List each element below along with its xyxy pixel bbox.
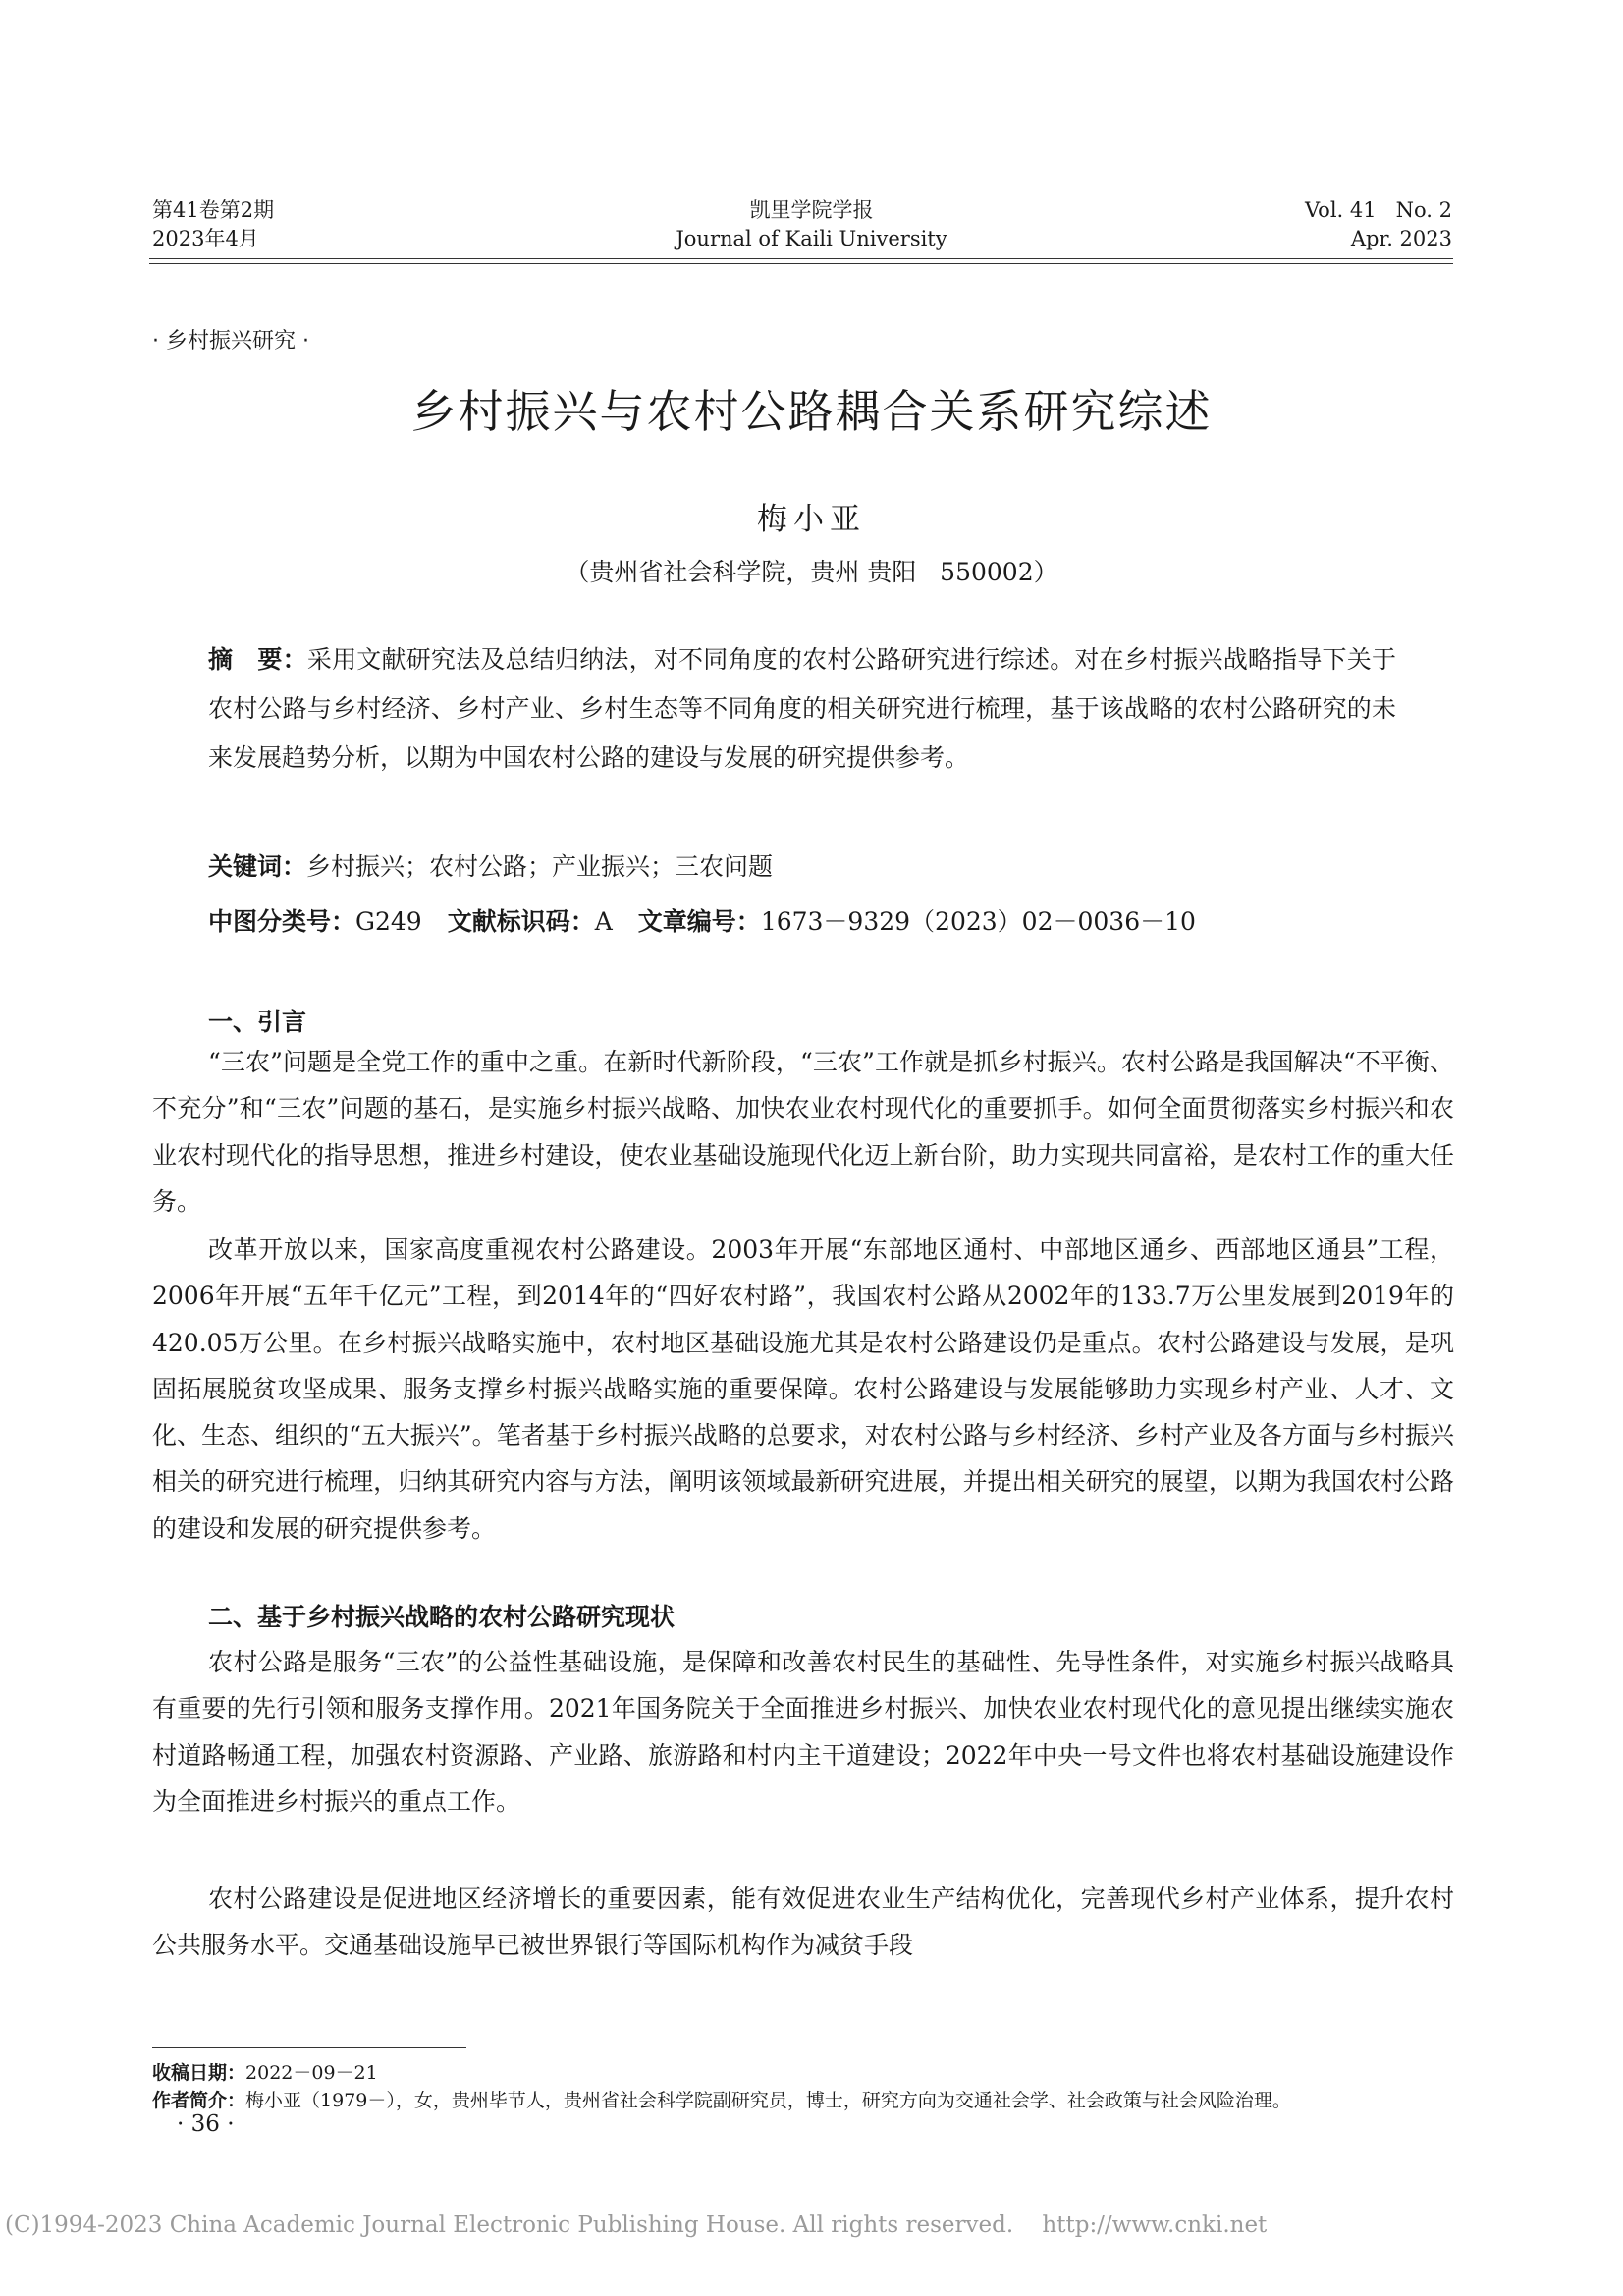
body-paragraph: 农村公路建设是促进地区经济增长的重要因素，能有效促进农业生产结构优化，完善现代乡村产业体系，提升农村公共服务水平。交通基础设施早已被世界银行等国际机构作为减贫手段 [152, 1885, 1454, 1960]
journal-name-en: Journal of Kaili University [676, 227, 947, 250]
section-heading: 一、引言 [208, 1008, 307, 1036]
article-number-label: 文章编号： [637, 907, 761, 936]
author-name: 梅小亚 [757, 502, 866, 537]
received-label: 收稿日期： [152, 2062, 246, 2084]
header-rule-thin [149, 263, 1453, 264]
header-rule [149, 258, 1453, 259]
body-paragraph: 农村公路是服务“三农”的公益性基础设施，是保障和改善农村民生的基础性、先导性条件，对实施乡村振兴战略具有重要的先行引领和服务支撑作用。2021年国务院关于全面推进乡村振兴、加快农业农村现代化的意见提出继续实施农村道路畅通工程，加强农村资源路、产业路、旅游路和村内主干道建设；2022年中央一号文件也将农村基础设施建设作为全面推进乡村振兴的重点工作。 [152, 1648, 1454, 1816]
column-label: · 乡村振兴研究 · [152, 329, 309, 354]
doc-code-label: 文献标识码： [447, 907, 595, 936]
keywords [208, 852, 773, 882]
article-number: 1673－9329（2023）02－0036－10 [760, 907, 1196, 936]
abstract-text: 采用文献研究法及总结归纳法，对不同角度的农村公路研究进行综述。对在乡村振兴战略指导下关于农村公路与乡村经济、乡村产业、乡村生态等不同角度的相关研究进行梳理，基于该战略的农村公路研究的未来发展趋势分析，以期为中国农村公路的建设与发展的研究提供参考。 [208, 645, 1396, 772]
journal-issue-info-en [1305, 196, 1452, 253]
page-number: · 36 · [177, 2111, 235, 2137]
keywords-label: 关键词： [208, 852, 307, 881]
author-bio [152, 2089, 1468, 2112]
keywords-text: 乡村振兴；农村公路；产业振兴；三农问题 [306, 852, 774, 881]
clc-number: G249 [355, 907, 422, 936]
abstract [208, 635, 1396, 783]
volume-issue: 第41卷第2期 [152, 198, 275, 222]
received-value: 2022－09－21 [245, 2062, 378, 2084]
article-title: 乡村振兴与农村公路耦合关系研究综述 [410, 385, 1213, 438]
journal-name-cn: 凯里学院学报 [749, 198, 874, 222]
clc-label: 中图分类号： [208, 907, 356, 936]
footnote-rule [152, 2047, 466, 2048]
author-affiliation: （贵州省社会科学院，贵州 贵阳 550002） [565, 558, 1058, 586]
received-date [152, 2061, 378, 2085]
section-heading: 二、基于乡村振兴战略的农村公路研究现状 [208, 1603, 676, 1631]
volume-issue-en: Vol. 41 No. 2 [1304, 198, 1452, 222]
body-paragraph: 改革开放以来，国家高度重视农村公路建设。2003年开展“东部地区通村、中部地区通乡、西部地区通县”工程，2006年开展“五年千亿元”工程，到2014年的“四好农村路”，我国农村公路从2002年的133.7万公里发展到2019年的420.05万公里。在乡村振兴战略实施中，农村地区基础设施尤其是农村公路建设仍是重点。农村公路建设与发展，是巩固拓展脱贫攻坚成果、服务支撑乡村振兴战略实施的重要保障。农村公路建设与发展能够助力实现乡村产业、人才、文化、生态、组织的“五大振兴”。笔者基于乡村振兴战略的总要求，对农村公路与乡村经济、乡村产业及各方面与乡村振兴相关的研究进行梳理，归纳其研究内容与方法，阐明该领域最新研究进展，并提出相关研究的展望，以期为我国农村公路的建设和发展的研究提供参考。 [152, 1235, 1454, 1543]
doc-code: A [594, 907, 613, 936]
author-bio-text: 梅小亚（1979－），女，贵州毕节人，贵州省社会科学院副研究员，博士，研究方向为交通社会学、社会政策与社会风险治理。 [245, 2090, 1291, 2111]
abstract-label: 摘 要： [208, 645, 307, 674]
body-paragraph: “三农”问题是全党工作的重中之重。在新时代新阶段，“三农”工作就是抓乡村振兴。农村公路是我国解决“不平衡、不充分”和“三农”问题的基石，是实施乡村振兴战略、加快农业农村现代化的重要抓手。如何全面贯彻落实乡村振兴和农业农村现代化的指导思想，推进乡村建设，使农业基础设施现代化迈上新台阶，助力实现共同富裕，是农村工作的重大任务。 [152, 1048, 1454, 1216]
copyright-notice: (C)1994-2023 China Academic Journal Electronic Publishing House. All rights reserved. http://www.cnki.net [5, 2213, 1268, 2238]
issue-date-en: Apr. 2023 [1350, 227, 1452, 250]
author-bio-label: 作者简介： [152, 2090, 246, 2111]
classification-line [208, 907, 1196, 937]
issue-date: 2023年4月 [152, 227, 259, 250]
